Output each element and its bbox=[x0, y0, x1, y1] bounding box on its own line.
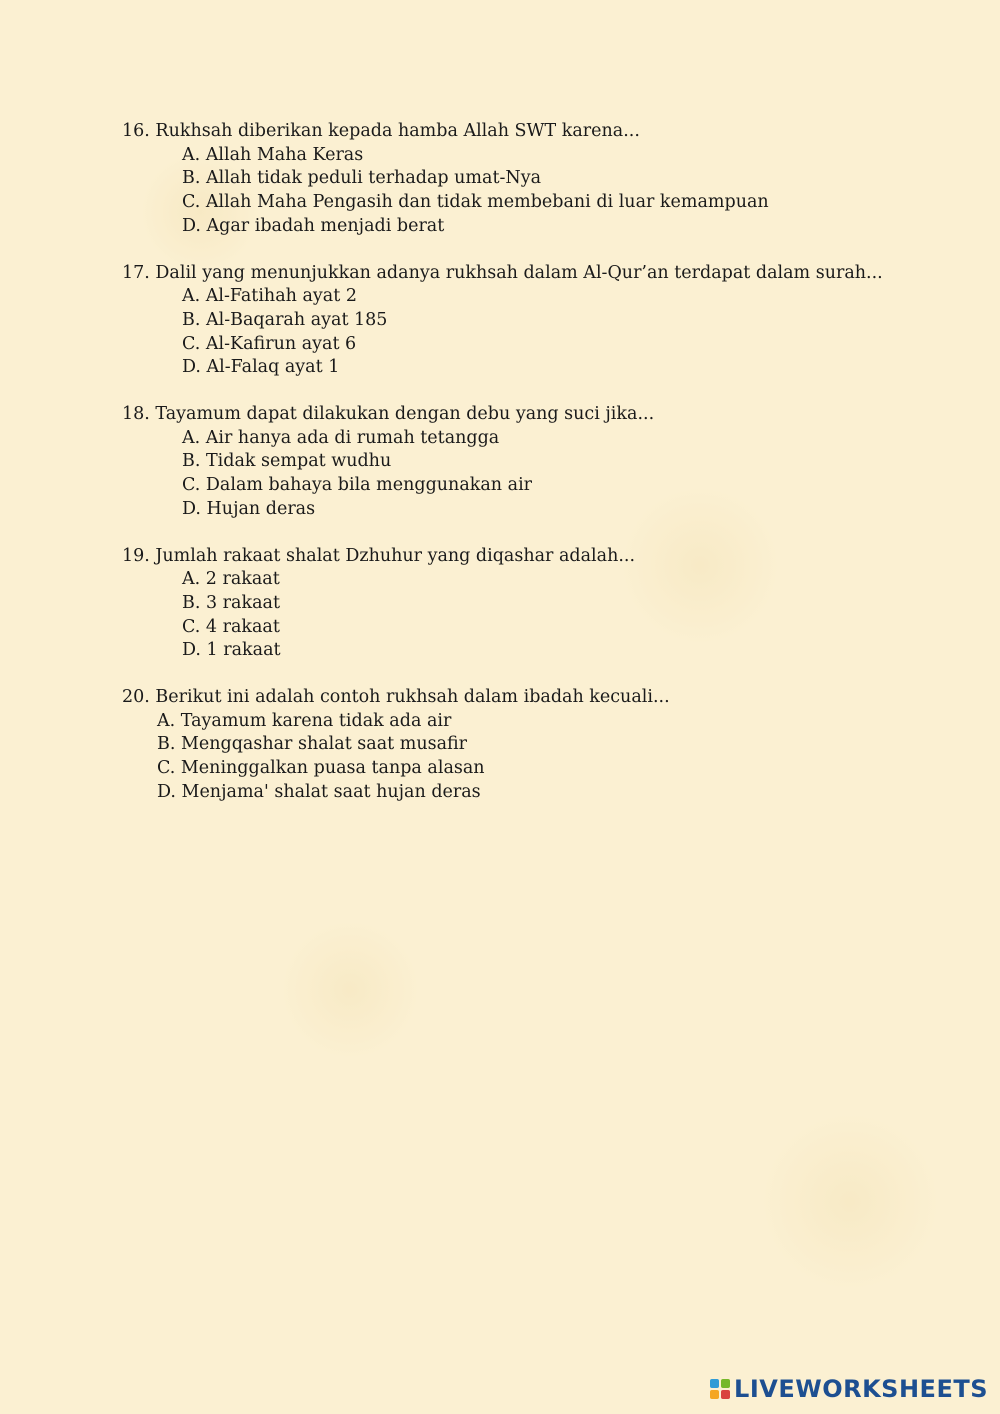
option-c[interactable]: C. 4 rakaat bbox=[182, 616, 280, 637]
question-20 bbox=[122, 686, 942, 805]
option-c[interactable]: C. Dalam bahaya bila menggunakan air bbox=[182, 475, 533, 496]
question-list bbox=[122, 120, 942, 828]
option-a[interactable]: A. Tayamum karena tidak ada air bbox=[157, 710, 452, 731]
option-list bbox=[122, 710, 942, 805]
option-d[interactable]: D. Agar ibadah menjadi berat bbox=[182, 215, 445, 236]
option-list bbox=[122, 285, 942, 380]
option-d[interactable]: D. Menjama' shalat saat hujan deras bbox=[157, 781, 481, 802]
option-d[interactable]: D. 1 rakaat bbox=[182, 640, 281, 661]
question-18 bbox=[122, 403, 942, 522]
question-text: 17. Dalil yang menunjukkan adanya rukhsah dalam Al-Qur’an terdapat dalam surah... bbox=[122, 262, 883, 283]
option-d[interactable]: D. Al-Falaq ayat 1 bbox=[182, 357, 340, 378]
option-b[interactable]: B. Mengqashar shalat saat musafir bbox=[157, 734, 468, 755]
option-list bbox=[122, 427, 942, 522]
option-b[interactable]: B. Tidak sempat wudhu bbox=[182, 451, 392, 472]
option-c[interactable]: C. Allah Maha Pengasih dan tidak membebani di luar kemampuan bbox=[182, 192, 769, 213]
option-a[interactable]: A. 2 rakaat bbox=[182, 569, 280, 590]
option-a[interactable]: A. Al-Fatihah ayat 2 bbox=[182, 286, 357, 307]
option-c[interactable]: C. Al-Kafirun ayat 6 bbox=[182, 333, 357, 354]
question-17 bbox=[122, 262, 942, 381]
question-text: 16. Rukhsah diberikan kepada hamba Allah SWT karena... bbox=[122, 121, 640, 141]
option-b[interactable]: B. Al-Baqarah ayat 185 bbox=[182, 309, 388, 330]
question-text: 19. Jumlah rakaat shalat Dzhuhur yang diqashar adalah... bbox=[122, 545, 636, 566]
question-19 bbox=[122, 545, 942, 664]
logo-text: LIVEWORKSHEETS bbox=[734, 1375, 988, 1403]
option-b[interactable]: B. 3 rakaat bbox=[182, 592, 280, 613]
option-b[interactable]: B. Allah tidak peduli terhadap umat-Nya bbox=[182, 168, 542, 189]
liveworksheets-logo-icon bbox=[710, 1379, 730, 1399]
option-c[interactable]: C. Meninggalkan puasa tanpa alasan bbox=[157, 758, 485, 779]
question-16 bbox=[122, 120, 942, 239]
option-list bbox=[122, 568, 942, 663]
option-list bbox=[122, 144, 942, 239]
option-a[interactable]: A. Allah Maha Keras bbox=[182, 144, 364, 165]
question-text: 20. Berikut ini adalah contoh rukhsah dalam ibadah kecuali... bbox=[122, 687, 670, 708]
liveworksheets-logo[interactable] bbox=[710, 1374, 988, 1404]
question-text: 18. Tayamum dapat dilakukan dengan debu yang suci jika... bbox=[122, 404, 655, 425]
option-d[interactable]: D. Hujan deras bbox=[182, 498, 316, 519]
option-a[interactable]: A. Air hanya ada di rumah tetangga bbox=[182, 427, 500, 448]
